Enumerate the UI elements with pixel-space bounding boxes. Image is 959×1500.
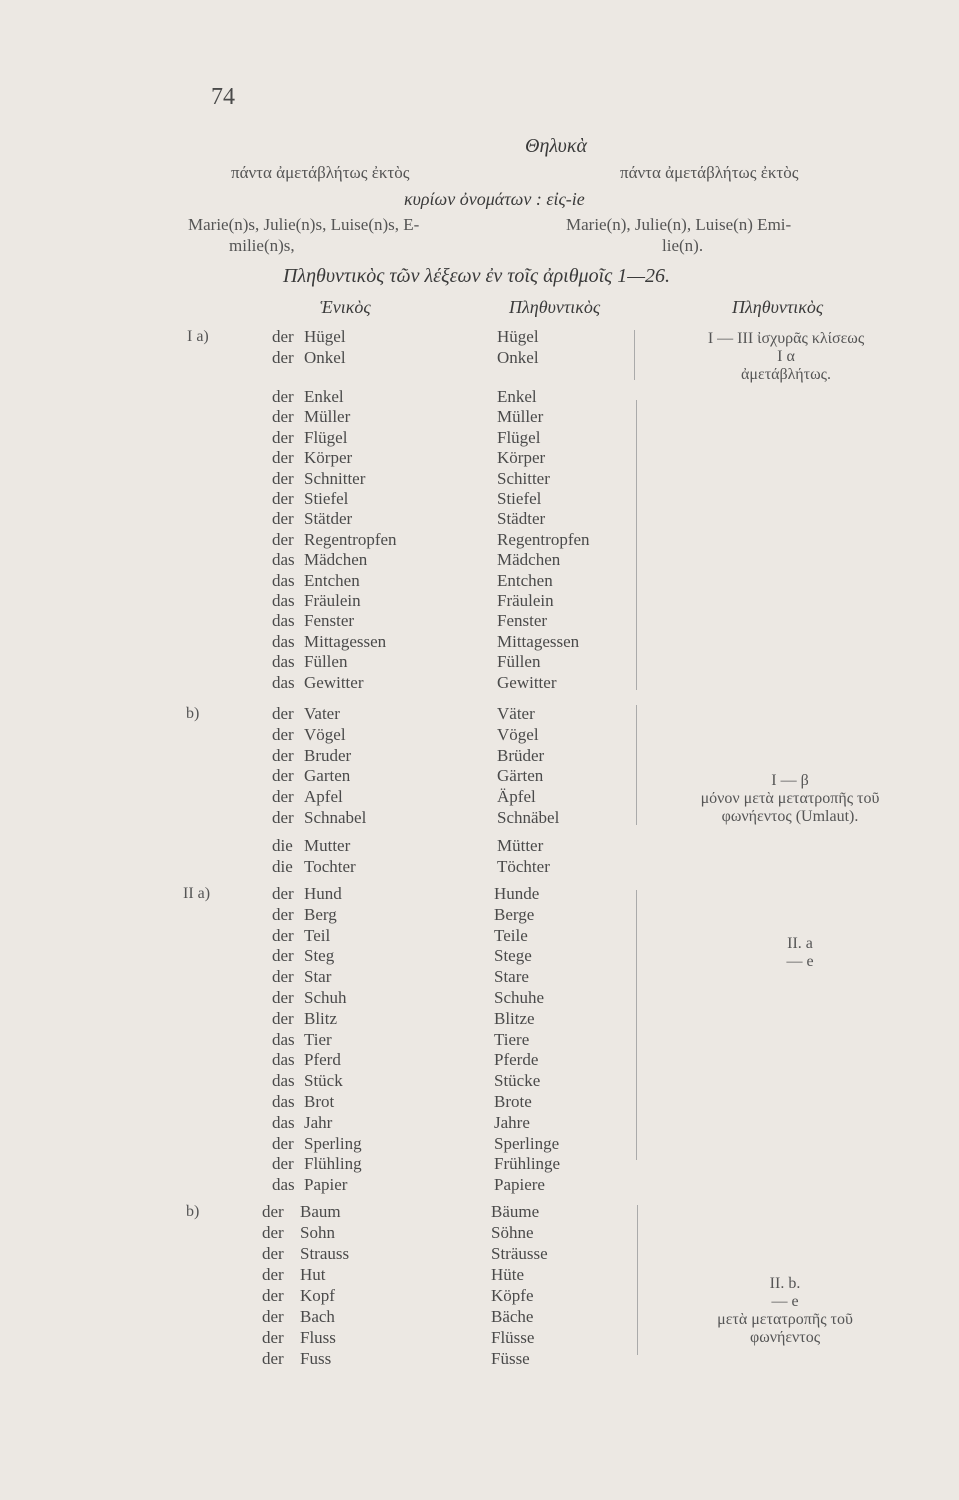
- article: das: [272, 631, 295, 651]
- plural-noun: Jahre: [494, 1112, 530, 1132]
- plural-noun: Gärten: [497, 766, 544, 786]
- singular-noun: Sohn: [300, 1223, 335, 1242]
- singular-noun: Bach: [300, 1307, 335, 1326]
- singular-noun: Blitz: [304, 1008, 338, 1028]
- section-label-IIb: b): [186, 1203, 200, 1220]
- section-label-Ib: b): [186, 705, 200, 722]
- singular-noun: Hut: [300, 1265, 326, 1284]
- plural-noun: Teile: [494, 925, 528, 945]
- article: der: [272, 468, 294, 488]
- plural-noun: Stare: [494, 967, 529, 987]
- article: der: [262, 1286, 284, 1305]
- header-left-line: πάντα ἀμετάβλήτως ἐκτὸς: [231, 163, 410, 182]
- section-label-IIa: II a): [183, 885, 211, 902]
- article: das: [272, 1112, 295, 1132]
- article: der: [272, 1008, 294, 1028]
- article: der: [272, 387, 294, 406]
- article: das: [272, 591, 295, 610]
- singular-noun: Garten: [304, 766, 351, 786]
- plural-noun: Mütter: [497, 836, 544, 855]
- singular-noun: Hügel: [304, 327, 346, 346]
- divider-line: [636, 890, 637, 1160]
- note-line: I — β: [771, 772, 809, 789]
- plural-noun: Hunde: [494, 884, 540, 903]
- plural-noun: Frühlinge: [494, 1154, 561, 1174]
- singular-noun: Pferd: [304, 1050, 341, 1070]
- plural-noun: Müller: [497, 407, 544, 427]
- article: der: [272, 1133, 294, 1153]
- singular-noun: Brot: [304, 1092, 335, 1111]
- plural-noun: Füsse: [491, 1349, 530, 1368]
- singular-noun: Steg: [304, 946, 335, 966]
- singular-noun: Flügel: [304, 427, 348, 447]
- article: der: [272, 448, 294, 468]
- singular-noun: Mutter: [304, 836, 351, 855]
- singular-noun: Sperling: [304, 1133, 362, 1153]
- singular-noun: Stiefel: [304, 489, 349, 508]
- singular-noun: Schuh: [304, 988, 347, 1007]
- article: der: [272, 427, 294, 447]
- plural-noun: Schuhe: [494, 988, 545, 1007]
- plural-noun: Berge: [494, 904, 535, 924]
- plural-noun: Köpfe: [491, 1286, 534, 1305]
- article: das: [272, 1029, 295, 1049]
- note-line: — e: [786, 953, 814, 970]
- right-names-line-2: lie(n).: [662, 236, 704, 255]
- note-line: II. a: [787, 935, 813, 952]
- plural-heading: Πληθυντικὸς τῶν λέξεων ἐν τοῖς ἀριθμοῖς 1—26.: [283, 265, 671, 287]
- plural-noun: Stege: [494, 946, 532, 966]
- plural-noun: Städter: [497, 509, 546, 529]
- right-names-line-1: Marie(n), Julie(n), Luise(n) Emi-: [566, 215, 792, 234]
- singular-noun: Star: [304, 967, 332, 987]
- singular-noun: Fräulein: [304, 591, 361, 610]
- singular-noun: Schnitter: [304, 468, 366, 488]
- article: der: [272, 407, 294, 427]
- plural-noun: Hügel: [497, 327, 539, 346]
- singular-noun: Bruder: [304, 745, 352, 765]
- plural-noun: Entchen: [497, 570, 553, 590]
- plural-noun: Äpfel: [497, 787, 536, 807]
- divider-line: [634, 330, 635, 380]
- article: das: [272, 1175, 295, 1195]
- singular-noun: Onkel: [304, 347, 346, 367]
- article: der: [272, 925, 294, 945]
- article: das: [272, 550, 295, 570]
- plural-noun: Regentropfen: [497, 529, 590, 549]
- plural-noun: Sträusse: [491, 1244, 548, 1263]
- article: das: [272, 1050, 295, 1070]
- plural-noun: Pferde: [494, 1050, 539, 1070]
- left-names-line-1: Marie(n)s, Julie(n)s, Luise(n)s, E-: [188, 215, 420, 234]
- singular-noun: Teil: [304, 925, 331, 945]
- article: der: [262, 1265, 284, 1284]
- article: der: [272, 946, 294, 966]
- article: der: [262, 1349, 284, 1368]
- divider-line: [637, 1205, 638, 1355]
- article: der: [262, 1244, 284, 1263]
- article: das: [272, 611, 295, 631]
- article: der: [262, 1202, 284, 1221]
- article: der: [272, 489, 294, 508]
- singular-noun: Apfel: [304, 787, 343, 807]
- article: das: [272, 672, 295, 692]
- plural-noun: Bäume: [491, 1202, 540, 1221]
- singular-noun: Enkel: [304, 387, 344, 406]
- plural-noun: Fräulein: [497, 591, 554, 610]
- article: der: [272, 808, 294, 827]
- singular-noun: Stück: [304, 1071, 343, 1091]
- plural-noun: Füllen: [497, 652, 541, 672]
- plural-noun: Söhne: [491, 1223, 534, 1242]
- singular-noun: Gewitter: [304, 672, 364, 692]
- article: der: [272, 766, 294, 786]
- plural-noun: Tiere: [494, 1029, 530, 1049]
- plural-noun: Brüder: [497, 745, 545, 765]
- singular-noun: Fuss: [300, 1349, 332, 1368]
- note-IIa: [700, 935, 900, 971]
- note-line: μόνον μετὰ μετατροπῆς τοῦ: [700, 790, 880, 807]
- singular-noun: Jahr: [304, 1112, 333, 1132]
- note-Ib: [645, 772, 935, 826]
- header-right-line: πάντα ἀμετάβλήτως ἐκτὸς: [620, 163, 799, 182]
- section-label-Ia: I a): [187, 328, 209, 345]
- note-line: II. b.: [769, 1275, 801, 1292]
- singular-noun: Schnabel: [304, 808, 367, 827]
- article: das: [272, 570, 295, 590]
- article: der: [272, 745, 294, 765]
- article: der: [262, 1328, 284, 1347]
- feminine-heading: Θηλυκὰ: [525, 135, 587, 157]
- note-line: φωνήεντος: [749, 1329, 821, 1346]
- plural-noun: Flüsse: [491, 1328, 535, 1347]
- plural-noun: Töchter: [497, 856, 550, 876]
- note-IIb: [650, 1275, 920, 1347]
- article: der: [272, 904, 294, 924]
- singular-noun: Tier: [304, 1029, 332, 1049]
- singular-noun: Fluss: [300, 1328, 336, 1347]
- article: das: [272, 1092, 295, 1111]
- plural-noun: Stiefel: [497, 489, 542, 508]
- article: der: [272, 509, 294, 529]
- article: das: [272, 652, 295, 672]
- singular-noun: Berg: [304, 904, 337, 924]
- plural-noun: Blitze: [494, 1008, 535, 1028]
- plural-noun: Sperlinge: [494, 1133, 560, 1153]
- plural-noun: Stücke: [494, 1071, 541, 1091]
- singular-noun: Mädchen: [304, 550, 368, 570]
- plural-noun: Schitter: [497, 468, 550, 488]
- plural-noun: Schnäbel: [497, 808, 560, 827]
- note-Ia: [650, 330, 922, 384]
- singular-noun: Papier: [304, 1175, 348, 1195]
- plural-noun: Gewitter: [497, 672, 557, 692]
- article: das: [272, 1071, 295, 1091]
- article: die: [272, 836, 293, 855]
- singular-noun: Vögel: [304, 724, 346, 744]
- singular-noun: Stätder: [304, 509, 353, 529]
- plural-noun: Vögel: [497, 724, 539, 744]
- note-line: — e: [771, 1293, 799, 1310]
- article: der: [272, 787, 294, 807]
- plural-noun: Brote: [494, 1092, 532, 1111]
- singular-noun: Baum: [300, 1202, 341, 1221]
- plural-noun: Mädchen: [497, 550, 561, 570]
- article: der: [272, 347, 294, 367]
- article: der: [272, 988, 294, 1007]
- plural-noun: Mittagessen: [497, 631, 580, 651]
- singular-noun: Körper: [304, 448, 353, 468]
- divider-line: [636, 400, 637, 690]
- plural-noun: Papiere: [494, 1175, 545, 1195]
- singular-noun: Müller: [304, 407, 351, 427]
- article: der: [272, 704, 294, 723]
- note-line: I α: [777, 348, 795, 365]
- note-line: φωνήεντος (Umlaut).: [721, 808, 859, 825]
- singular-noun: Flühling: [304, 1154, 362, 1174]
- plural-noun: Enkel: [497, 387, 537, 406]
- plural-noun: Flügel: [497, 427, 541, 447]
- singular-noun: Entchen: [304, 570, 360, 590]
- note-line: μετὰ μετατροπῆς τοῦ: [717, 1311, 853, 1328]
- singular-noun: Tochter: [304, 856, 356, 876]
- singular-noun: Fenster: [304, 611, 355, 631]
- singular-noun: Hund: [304, 884, 342, 903]
- article: der: [262, 1223, 284, 1242]
- singular-noun: Mittagessen: [304, 631, 387, 651]
- divider-line: [636, 705, 637, 825]
- singular-noun: Füllen: [304, 652, 348, 672]
- plural-noun: Fenster: [497, 611, 548, 631]
- plural-noun: Väter: [497, 704, 535, 723]
- article: der: [272, 724, 294, 744]
- proper-names-line: κυρίων ὀνομάτων : εἰς-ie: [404, 189, 585, 209]
- page-number: 74: [211, 84, 235, 110]
- plural-noun: Hüte: [491, 1265, 525, 1284]
- article: der: [272, 967, 294, 987]
- article: der: [272, 1154, 294, 1174]
- singular-noun: Vater: [304, 704, 340, 723]
- singular-noun: Regentropfen: [304, 529, 397, 549]
- col-plural-heading: Πληθυντικὸς: [509, 297, 601, 317]
- plural-noun: Onkel: [497, 347, 539, 367]
- note-line: ἀμετάβλήτως.: [741, 366, 831, 383]
- article: der: [272, 327, 294, 346]
- plural-noun: Bäche: [491, 1307, 534, 1326]
- article: die: [272, 856, 293, 876]
- col-plural-class-heading: Πληθυντικὸς: [732, 297, 824, 317]
- article: der: [272, 884, 294, 903]
- article: der: [262, 1307, 284, 1326]
- col-singular-heading: Ἑνικὸς: [320, 297, 371, 317]
- note-line: I — III ἰσχυρᾶς κλίσεως: [707, 330, 865, 347]
- article: der: [272, 529, 294, 549]
- singular-noun: Kopf: [300, 1286, 335, 1305]
- plural-noun: Körper: [497, 448, 546, 468]
- singular-noun: Strauss: [300, 1244, 350, 1263]
- left-names-line-2: milie(n)s,: [229, 236, 295, 255]
